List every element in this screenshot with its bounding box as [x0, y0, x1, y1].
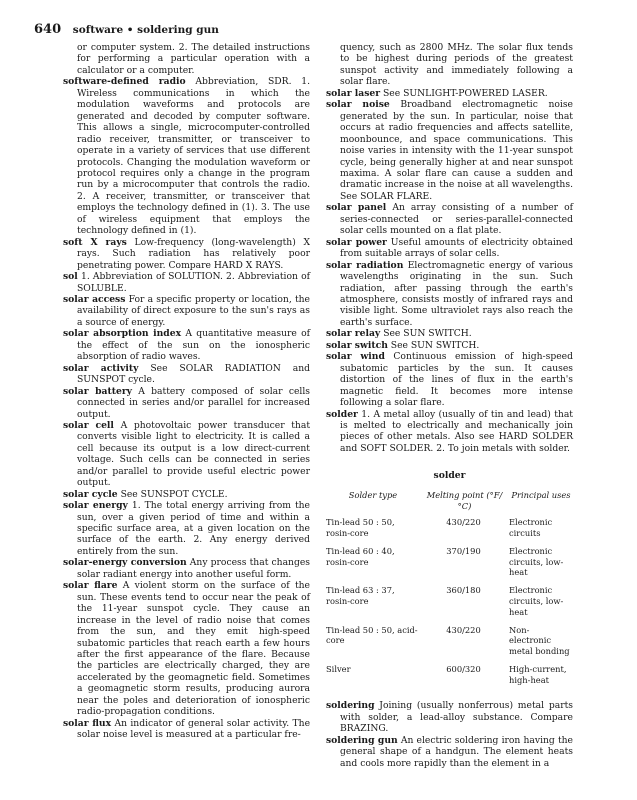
page-number: 640	[34, 22, 62, 37]
cell-solder-type: Tin-lead 50 : 50, acid-core	[326, 624, 418, 646]
dictionary-entry	[326, 237, 573, 260]
cell-melting-point: 370/190	[446, 545, 481, 556]
table-header-melting-point: Melting point (°F/°C)	[426, 489, 503, 511]
dictionary-entry	[326, 42, 573, 88]
entry-headword: software-defined radio	[63, 76, 186, 88]
solder-table	[326, 490, 573, 693]
entry-headword: solar cycle	[63, 488, 118, 500]
entry-definition: An electric soldering iron having the general shape of a handgun. The element heats and cools more rapidly than the element in a	[340, 734, 573, 769]
running-header	[34, 22, 219, 37]
cell-melting-point: 600/320	[446, 663, 481, 674]
table-header-principal-uses: Principal uses	[511, 489, 571, 500]
dictionary-entry	[326, 409, 573, 455]
dictionary-entry	[63, 420, 310, 489]
entry-headword: solar wind	[326, 351, 385, 363]
entry-headword: solar panel	[326, 202, 387, 214]
dictionary-entry	[63, 500, 310, 557]
left-column	[63, 42, 310, 741]
entry-headword: solar relay	[326, 328, 381, 340]
dictionary-entry	[63, 328, 310, 362]
entry-headword: soldering gun	[326, 734, 398, 746]
entry-headword: soft X rays	[63, 236, 127, 248]
entry-definition: An array consisting of a number of series-connected or series-parallel-connected solar cells mounted on a flat plate.	[340, 202, 574, 237]
entry-definition: A quantitative measure of the effect of the sun on the ionospheric absorption of radio waves.	[77, 328, 311, 363]
entry-headword: solar cell	[63, 419, 114, 431]
entry-definition: For a specific property or location, the availability of direct exposure to the sun's rays as a source of energy.	[77, 293, 310, 328]
solder-table-title: solder	[433, 470, 466, 482]
running-head: software • soldering gun	[72, 24, 219, 36]
table-row	[326, 585, 573, 624]
dictionary-entry	[63, 489, 310, 500]
entry-definition: Any process that changes solar radiant energy into another useful form.	[77, 557, 310, 580]
entry-definition: 1. Abbreviation of SOLUTION. 2. Abbreviation of SOLUBLE.	[77, 271, 310, 294]
dictionary-entry	[326, 88, 573, 99]
dictionary-entry	[326, 735, 573, 769]
cell-solder-type: Tin-lead 60 : 40, rosin-core	[326, 545, 395, 567]
dictionary-entry	[63, 294, 310, 328]
dictionary-entry	[63, 42, 310, 76]
entry-definition: quency, such as 2800 MHz. The solar flux tends to be highest during periods of the greatest sunspot activity and immediately following a solar flare.	[340, 42, 573, 88]
right-column	[326, 42, 573, 769]
entry-definition: or computer system. 2. The detailed instructions for performing a particular operation with a calculator or a computer.	[77, 42, 310, 76]
entry-definition: A violent storm on the surface of the sun. These events tend to occur near the peak of the 11-year sunspot cycle. They cause an increase in the level of radio noise that comes from the sun, and they emit high-speed subatomic particles that reach earth a few hours after the first appearance of the flare. Because the particles are electrically charged, they are accelerated by the geomagnetic field. Sometimes a geomagnetic storm results, producing aurora near the poles and deterioration of ionospheric radio-propagation conditions.	[77, 580, 310, 718]
entry-headword: solar-energy conversion	[63, 557, 187, 569]
right-column-entries-bottom	[326, 700, 573, 769]
solder-table-header-row	[326, 490, 573, 518]
dictionary-entry	[326, 328, 573, 339]
cell-principal-uses: Electronic circuits, low-heat	[509, 585, 564, 617]
entry-definition: Useful amounts of electricity obtained from suitable arrays of solar cells.	[340, 236, 573, 260]
entry-headword: solder	[326, 408, 358, 420]
dictionary-entry	[63, 580, 310, 717]
table-row	[326, 546, 573, 585]
entry-definition: 1. A metal alloy (usually of tin and lead) that is melted to electrically and mechanically join pieces of other metals. Also see HARD SOLDER and SOFT SOLDER. 2. To join metals with solder.	[340, 408, 573, 454]
entry-definition: See SUNSPOT CYCLE.	[120, 488, 228, 500]
table-row	[326, 664, 573, 693]
cell-principal-uses: High-current, high-heat	[509, 663, 567, 685]
entry-definition: 1. The total energy arriving from the sun, over a given period of time and within a specific surface area, at a given location on the surface of the earth. 2. Any energy derived entirely from the sun.	[77, 500, 310, 557]
dictionary-entry	[63, 718, 310, 741]
dictionary-entry	[326, 340, 573, 351]
cell-melting-point: 360/180	[446, 585, 481, 596]
dictionary-entry	[63, 271, 310, 294]
entry-definition: Broadband electromagnetic noise generated by the sun. In particular, noise that occurs at radio frequencies and affects satellite, moonbounce, and space communications. This noise varies in intensity with the 11-year sunspot cycle, being generally higher at and near sunspot maxima. A solar flare can cause a sudden and dramatic increase in the noise at all wavelengths. See SOLAR FLARE.	[340, 99, 573, 202]
entry-headword: solar noise	[326, 99, 390, 111]
cell-principal-uses: Non-electronic metal bonding	[509, 624, 570, 657]
dictionary-entry	[63, 557, 310, 580]
table-row	[326, 517, 573, 546]
entry-headword: solar power	[326, 236, 387, 248]
dictionary-entry	[63, 76, 310, 236]
dictionary-entry	[63, 237, 310, 271]
entry-headword: sol	[63, 271, 78, 283]
entry-headword: solar access	[63, 293, 126, 305]
entry-definition: Low-frequency (long-wavelength) X rays. Such radiation has relatively poor penetrating power. Compare HARD X RAYS.	[77, 236, 310, 271]
entry-definition: Continuous emission of high-speed subatomic particles by the sun. It causes distortion of the lines of flux in the earth's magnetic field. It becomes more intense following a solar flare.	[340, 351, 573, 409]
dictionary-entry	[326, 351, 573, 408]
entry-definition: A photovoltaic power transducer that converts visible light to electricity. It is called a cell because its output is a low direct-current voltage. Such cells can be connected in series and/or parallel to provide useful electric power output.	[77, 419, 311, 489]
dictionary-entry	[63, 386, 310, 420]
entry-headword: soldering	[326, 700, 375, 712]
entry-headword: solar activity	[63, 362, 139, 374]
entry-definition: Joining (usually nonferrous) metal parts with solder, a lead-alloy substance. Compare BRAZING.	[340, 700, 573, 735]
cell-principal-uses: Electronic circuits	[509, 517, 553, 539]
dictionary-entry	[326, 700, 573, 734]
dictionary-entry	[63, 363, 310, 386]
right-column-entries-top	[326, 42, 573, 454]
entry-definition: See SOLAR RADIATION and SUNSPOT cycle.	[77, 362, 310, 386]
dictionary-entry	[326, 202, 573, 236]
entry-definition: A battery composed of solar cells connected in series and/or parallel for increased output.	[77, 385, 310, 420]
entry-definition: See SUN SWITCH.	[383, 328, 472, 340]
entry-definition: An indicator of general solar activity. The solar noise level is measured at a particular fre-	[77, 717, 311, 741]
cell-solder-type: Tin-lead 50 : 50, rosin-core	[326, 517, 395, 539]
cell-melting-point: 430/220	[446, 624, 481, 635]
entry-headword: solar laser	[326, 87, 381, 99]
cell-principal-uses: Electronic circuits, low-heat	[509, 545, 564, 578]
cell-solder-type: Silver	[326, 663, 351, 674]
entry-headword: solar flux	[63, 717, 112, 729]
entry-definition: Electromagnetic energy of various wavelengths originating in the sun. Such radiation, after passing through the earth's atmosphere, consists mostly of infrared rays and visible light. Some ultraviolet rays also reach the earth's surface.	[340, 259, 573, 328]
entry-definition: See SUN SWITCH.	[390, 339, 480, 351]
entry-headword: solar radiation	[326, 259, 404, 271]
table-header-solder-type: Solder type	[348, 489, 398, 500]
entry-definition: Abbreviation, SDR. 1. Wireless communications in which the modulation waveforms and protocols are generated and decoded by computer software. This allows a single, microcomputer-controlled radio receiver, transmitter, or transceiver to operate in a variety of services that use different protocols. Changing the modulation waveform or protocol requires only a change in the program run by a microcomputer that controls the radio. 2. A receiver, transmitter, or transceiver that employs the technology defined in (1). 3. The use of wireless equipment that employs the technology defined in (1).	[77, 76, 311, 237]
entry-headword: solar battery	[63, 385, 133, 397]
entry-headword: solar flare	[63, 580, 118, 592]
entry-definition: See SUNLIGHT-POWERED LASER.	[383, 87, 548, 99]
entry-headword: solar absorption index	[63, 328, 182, 340]
entry-headword: solar switch	[326, 339, 388, 351]
cell-melting-point: 430/220	[446, 517, 481, 528]
table-row	[326, 625, 573, 664]
entry-headword: solar energy	[63, 500, 128, 512]
cell-solder-type: Tin-lead 63 : 37, rosin-core	[326, 585, 395, 607]
dictionary-entry	[326, 99, 573, 202]
dictionary-entry	[326, 260, 573, 329]
